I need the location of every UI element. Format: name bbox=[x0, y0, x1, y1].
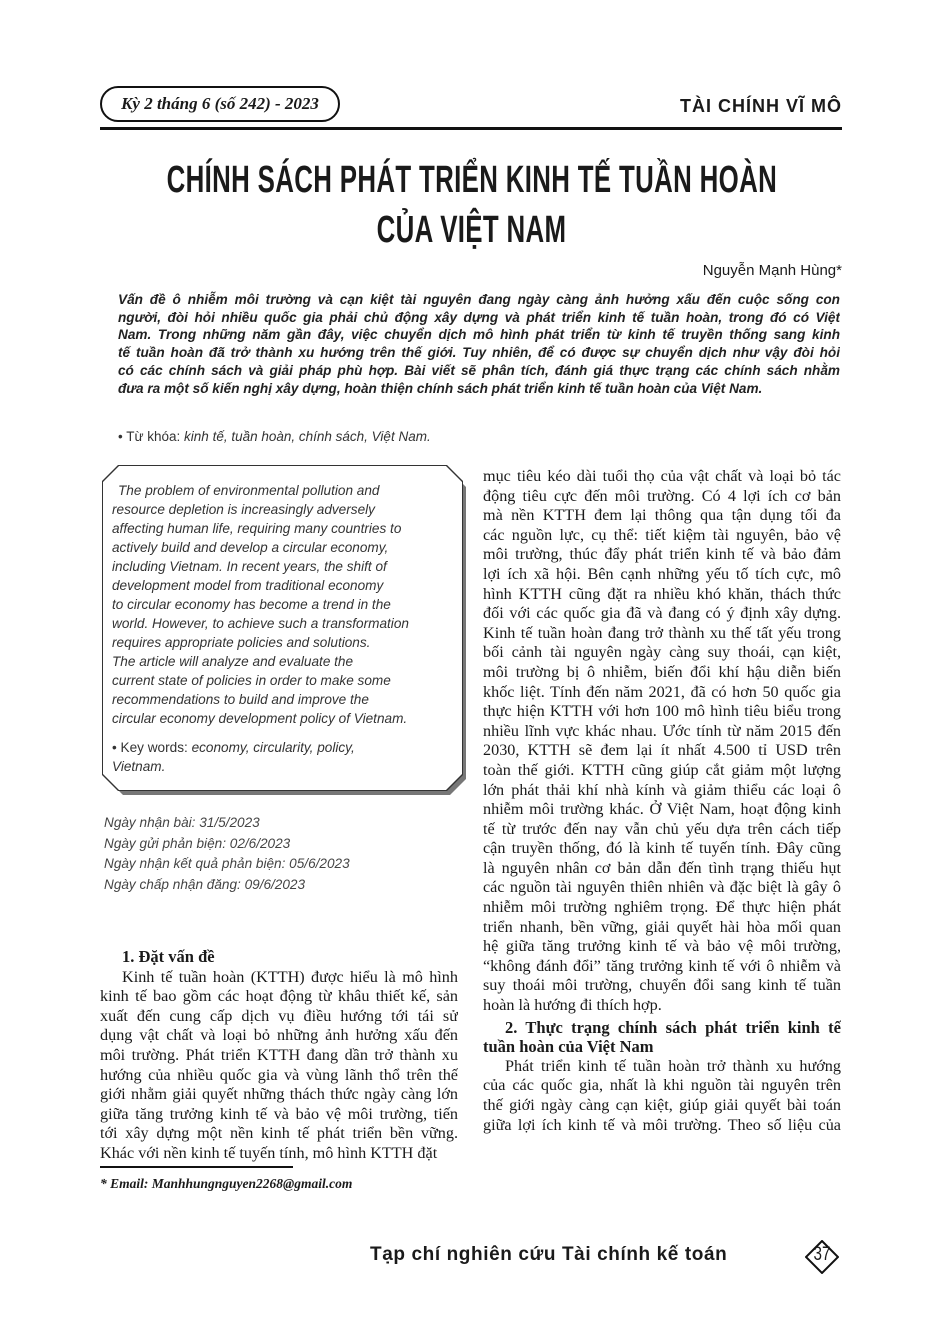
text-line: world. However, to achieve such a transformation bbox=[112, 616, 409, 631]
text-line: các nguồn tài nguyên thiên nhiên và đặc biệt là gây ô bbox=[483, 878, 841, 897]
keywords-value: kinh tế, tuần hoàn, chính sách, Việt Nam. bbox=[184, 429, 431, 444]
section-2-heading bbox=[483, 1018, 841, 1057]
text-line: hoàn là hướng đi thích hợp. bbox=[483, 996, 662, 1015]
text-line: người, đòi hỏi nhiều quốc gia phải chủ động xây dựng và phát triển kinh tế tuần hoàn, trong đó có Việt bbox=[118, 309, 840, 325]
text-line: đối với các quốc gia đã và đang có ý định xây dựng. bbox=[483, 604, 841, 623]
abstract-english bbox=[112, 481, 452, 728]
footnote-rule bbox=[100, 1166, 293, 1168]
section-2-heading-line: 2. Thực trạng chính sách phát triển kinh tế bbox=[505, 1017, 841, 1037]
keywords-vietnamese bbox=[118, 429, 431, 444]
text-line: có các chính sách và giải pháp phù hợp. Bài viết sẽ phân tích, đánh giá thực trạng các chính sách nhằm bbox=[118, 362, 840, 378]
text-line: kinh tế bao gồm các hoạt động từ khâu thiết kế, sản bbox=[100, 987, 458, 1006]
text-line: giữa lợi ích kinh tế và môi trường. Theo số liệu của bbox=[483, 1115, 841, 1134]
text-line: môi trường. Phát triển KTTH đang dần trở thành xu bbox=[100, 1045, 458, 1064]
text-line: affecting human life, requiring many countries to bbox=[112, 521, 402, 536]
text-line: cận truyền thống, đó là kinh tế tuyến tính. Đây cũng bbox=[483, 839, 841, 858]
text-line: khốc liệt. Tính đến năm 2021, đã có hơn 50 quốc gia bbox=[483, 682, 841, 701]
issue-label: Kỳ 2 tháng 6 (số 242) - 2023 bbox=[100, 86, 340, 122]
section-tag: TÀI CHÍNH VĨ MÔ bbox=[680, 96, 842, 116]
text-line: lớn phát thải khí nhà kính và giảm thiểu các loại ô bbox=[483, 780, 841, 799]
text-line: tế từ trước đến nay vẫn chủ yếu dựa trên cách tiếp bbox=[483, 819, 841, 838]
text-line: 2030, KTTH sẽ đem lại ít nhất 4.500 tỉ USD trên bbox=[483, 741, 841, 760]
text-line: động tiêu cực đến môi trường. Có 4 lợi ích cơ bản bbox=[483, 486, 841, 505]
section-1-body bbox=[100, 968, 458, 1164]
text-line: toàn thế giới. KTTH cũng giúp cắt giảm một lượng bbox=[483, 760, 841, 779]
text-line: “không đánh đổi” tăng trưởng kinh tế với ô nhiễm và bbox=[483, 956, 841, 975]
text-line: triển nhanh, bền vững, giải quyết hài hòa mối quan bbox=[483, 917, 841, 936]
abstract-vietnamese bbox=[118, 291, 840, 397]
text-line: to circular economy has become a trend in the bbox=[112, 597, 391, 612]
text-line: Ngày gửi phản biện: 02/6/2023 bbox=[104, 835, 291, 851]
article-title-line-2: CỦA VIỆT NAM bbox=[376, 209, 567, 251]
text-line: thế giới ngày càng cạn kiệt, giúp giải quyết bài toán bbox=[483, 1096, 841, 1114]
text-line: hệ giữa tăng trưởng kinh tế và bảo vệ môi trường, bbox=[483, 937, 841, 956]
keywords-english bbox=[112, 738, 442, 776]
text-line: The article will analyze and evaluate the bbox=[112, 654, 354, 669]
section-1-body-continued bbox=[483, 467, 841, 1016]
text-line: giữa tăng trưởng kinh tế và bảo vệ môi trường, tiến bbox=[100, 1104, 458, 1123]
text-line: tế tuần hoàn đã trở thành xu hướng trên thế giới. Tuy nhiên, để có được sự chuyển dịch như vậy đòi hỏi bbox=[118, 345, 840, 361]
author: Nguyễn Mạnh Hùng* bbox=[702, 262, 842, 279]
text-line: thực hiện KTTH với hơn 100 mô hình tiêu biểu trong bbox=[483, 702, 841, 721]
text-line: Phát triển kinh tế tuần hoàn trở thành xu hướng bbox=[505, 1056, 841, 1075]
section-2-body bbox=[483, 1057, 841, 1135]
text-line: current state of policies in order to make some bbox=[112, 673, 391, 688]
article-title-line-1: CHÍNH SÁCH PHÁT TRIỂN KINH TẾ TUẦN HOÀN bbox=[166, 159, 777, 201]
text-line: Nam. Trong những năm gần đây, việc chuyển dịch mô hình phát triển từ kinh tế truyền thống sang kinh bbox=[118, 327, 840, 343]
text-line: Ngày nhận kết quả phản biện: 05/6/2023 bbox=[104, 856, 350, 871]
text-line: môi trường, thúc đẩy phát triển kinh tế và bảo đảm bbox=[483, 545, 841, 564]
text-line: Ngày nhận bài: 31/5/2023 bbox=[104, 815, 260, 830]
section-1-heading: 1. Đặt vấn đề bbox=[122, 947, 215, 966]
text-line: mà nền KTTH đem lại thông qua tận dụng tối đa bbox=[483, 506, 841, 525]
text-line: hướng của nhiều quốc gia và vùng lãnh thổ trên thế bbox=[100, 1065, 458, 1084]
text-line: nhiều lĩnh vực khác nhau. Ước tính từ năm 2015 đến bbox=[483, 721, 841, 740]
section-2-heading-line: tuần hoàn của Việt Nam bbox=[483, 1037, 654, 1057]
right-column bbox=[483, 467, 841, 1135]
text-line: nhiễm môi trường khác. Ở Việt Nam, hoạt động kinh bbox=[483, 800, 841, 819]
text-line: mục tiêu kéo dài tuổi thọ của vật chất và loại bỏ tác bbox=[483, 467, 841, 485]
text-line: đưa ra một số kiến nghị xây dựng, hoàn thiện chính sách phát triển kinh tế tuần hoàn của Việt Nam. bbox=[118, 380, 763, 396]
submission-dates bbox=[104, 813, 350, 895]
text-line: actively build and develop a circular economy, bbox=[112, 540, 389, 555]
text-line: recommendations to build and improve the bbox=[112, 692, 369, 707]
text-line: là nguyên nhân cơ bản dẫn đến tình trạng thiếu hụt bbox=[483, 858, 841, 877]
keywords-en-value-2: Vietnam. bbox=[112, 759, 166, 774]
text-line: including Vietnam. In recent years, the shift of bbox=[112, 559, 387, 574]
text-line: lợi ích xã hội. Bên cạnh những yếu tố tích cực, mô bbox=[483, 564, 841, 583]
text-line: resource depletion is increasingly adversely bbox=[112, 502, 375, 517]
author-email-footnote: * Email: Manhhungnguyen2268@gmail.com bbox=[100, 1176, 353, 1191]
text-line: môi trường bị ô nhiễm, biến đổi khí hậu diễn biến bbox=[483, 662, 841, 681]
page-number: 37 bbox=[813, 1244, 831, 1265]
text-line: Ngày chấp nhận đăng: 09/6/2023 bbox=[104, 876, 306, 892]
text-line: requires appropriate policies and solutions. bbox=[112, 635, 371, 650]
text-line: các nguồn lực, cụ thể: tiết kiệm tài nguyên, bảo vệ bbox=[483, 525, 841, 544]
text-line: Vấn đề ô nhiễm môi trường và cạn kiệt tài nguyên đang ngày càng ảnh hưởng xấu đến cuộc sống con bbox=[118, 292, 840, 307]
text-line: dụng vật chất và loại bỏ những ảnh hưởng xấu đến bbox=[100, 1026, 458, 1045]
text-line: tới xây dựng một nền kinh tế phát triển bền vững. bbox=[100, 1124, 458, 1143]
text-line: Kinh tế tuần hoàn đang trở thành xu thế tất yếu trong bbox=[483, 623, 841, 642]
text-line: suy thoái môi trường, chuyển đổi sang kinh tế tuần bbox=[483, 976, 841, 995]
text-line: nhiễm môi trường nghiêm trọng. Để thực hiện phát bbox=[483, 898, 841, 917]
keywords-label: • Từ khóa: bbox=[118, 429, 185, 444]
text-line: hình KTTH cũng đặt ra nhiều khó khăn, thách thức bbox=[483, 584, 841, 603]
keywords-en-label: • Key words: bbox=[112, 740, 192, 755]
text-line: Khác với nền kinh tế tuyến tính, mô hình KTTH đặt bbox=[100, 1143, 438, 1162]
header-rule bbox=[100, 127, 842, 130]
text-line: The problem of environmental pollution and bbox=[118, 483, 380, 498]
text-line: xuất đến cung cấp dịch vụ điều hướng tới tái sử bbox=[100, 1006, 458, 1025]
text-line: Kinh tế tuần hoàn (KTTH) được hiểu là mô hình bbox=[122, 967, 458, 986]
keywords-en-value: economy, circularity, policy, bbox=[191, 740, 355, 755]
text-line: development model from traditional economy bbox=[112, 578, 384, 593]
left-column bbox=[100, 947, 458, 1164]
journal-name: Tạp chí nghiên cứu Tài chính kế toán bbox=[370, 1244, 728, 1265]
text-line: bối cảnh tài nguyên ngày càng suy thoái, cạn kiệt, bbox=[483, 643, 841, 662]
text-line: giới nhằm giải quyết những thách thức ngày càng lớn bbox=[100, 1085, 458, 1104]
text-line: circular economy development policy of Vietnam. bbox=[112, 711, 408, 726]
text-line: của các quốc gia, nhất là khi nguồn tài nguyên trên bbox=[483, 1076, 841, 1095]
